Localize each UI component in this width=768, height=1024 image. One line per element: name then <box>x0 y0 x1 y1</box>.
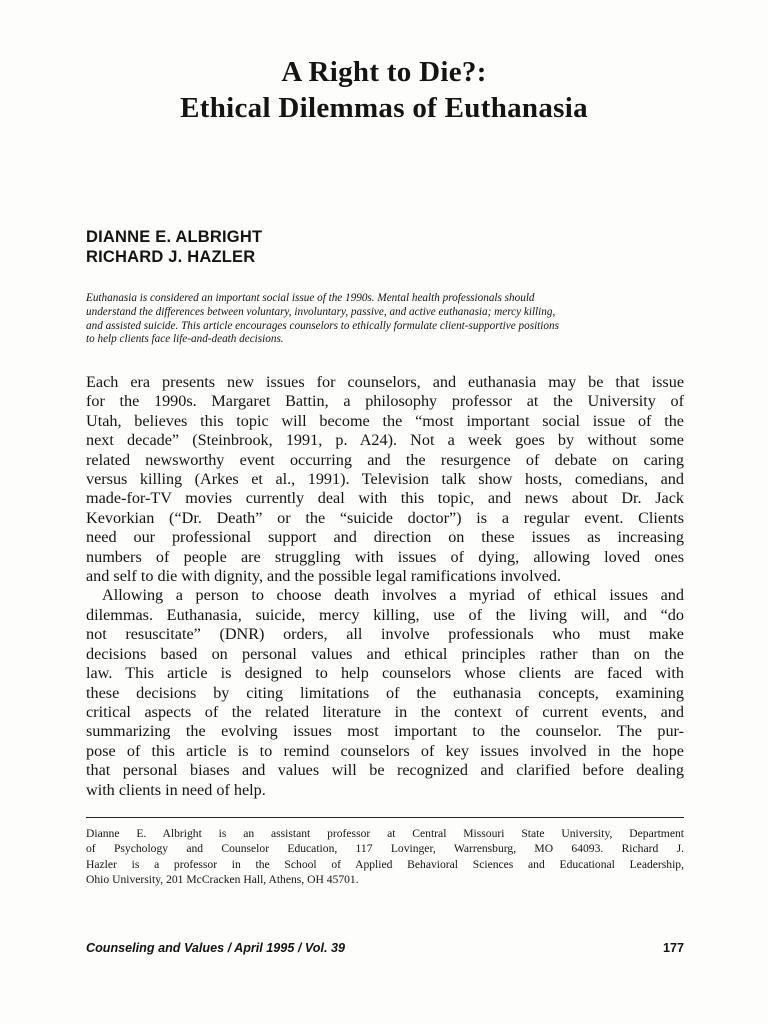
footnote-line: of Psychology and Counselor Education, 117 Lovinger, Warrensburg, MO 64093. Richard J. <box>86 842 684 856</box>
abstract-line: understand the differences between voluntary, involuntary, passive, and active euthanasia; mercy killing, <box>86 305 556 318</box>
footnote-line: Dianne E. Albright is an assistant professor at Central Missouri State University, Department <box>86 827 684 840</box>
body-line: critical aspects of the related literature in the context of current events, and <box>86 702 684 721</box>
body-line: for the 1990s. Margaret Battin, a philosophy professor at the University of <box>86 392 684 411</box>
title-line-1: A Right to Die?: <box>281 56 487 88</box>
body-line: numbers of people are struggling with issues of dying, allowing loved ones <box>86 547 684 566</box>
footnote-divider <box>86 817 684 818</box>
footnote-line: Ohio University, 201 McCracken Hall, Athens, OH 45701. <box>86 873 359 887</box>
body-line: these decisions by citing limitations of the euthanasia concepts, examining <box>86 683 684 702</box>
body-line: decisions based on personal values and ethical principles rather than on the <box>86 644 684 663</box>
body-line: made-for-TV movies currently deal with this topic, and news about Dr. Jack <box>86 489 684 508</box>
body-line: pose of this article is to remind counselors of key issues involved in the hope <box>86 741 684 760</box>
paragraph-2 <box>86 586 684 799</box>
body-line: need our professional support and direction on these issues as increasing <box>86 528 684 547</box>
author-list <box>86 227 262 267</box>
author-name: DIANNE E. ALBRIGHT <box>86 228 263 246</box>
body-line: that personal biases and values will be recognized and clarified before dealing <box>86 761 684 780</box>
body-line: with clients in need of help. <box>86 780 266 799</box>
page-number: 177 <box>662 941 684 955</box>
paragraph-1 <box>86 373 684 586</box>
body-line: Kevorkian (“Dr. Death” or the “suicide doctor”) is a regular event. Clients <box>86 508 684 527</box>
abstract-line: and assisted suicide. This article encourages counselors to ethically formulate client-supportive positions <box>86 319 559 332</box>
abstract-line: to help clients face life-and-death decisions. <box>86 333 284 346</box>
article-body <box>86 373 684 800</box>
body-line: law. This article is designed to help counselors whose clients are faced with <box>86 664 684 683</box>
body-line: Utah, believes this topic will become the “most important social issue of the <box>86 411 684 430</box>
body-line: dilemmas. Euthanasia, suicide, mercy killing, use of the living will, and “do <box>86 605 684 624</box>
journal-citation: Counseling and Values / April 1995 / Vol. 39 <box>86 941 345 955</box>
title-line-2: Ethical Dilemmas of Euthanasia <box>180 92 588 124</box>
body-line: versus killing (Arkes et al., 1991). Television talk show hosts, comedians, and <box>86 470 684 489</box>
body-line: Allowing a person to choose death involves a myriad of ethical issues and <box>102 586 684 605</box>
body-line: not resuscitate” (DNR) orders, all involve professionals who must make <box>86 625 684 644</box>
abstract <box>86 292 684 347</box>
body-line: next decade” (Steinbrook, 1991, p. A24). Not a week goes by without some <box>86 431 684 450</box>
body-line: related newsworthy event occurring and the resurgence of debate on caring <box>86 450 684 469</box>
body-line: summarizing the evolving issues most important to the counselor. The pur- <box>86 722 684 741</box>
abstract-line: Euthanasia is considered an important social issue of the 1990s. Mental health professionals should <box>86 292 535 304</box>
author-name: RICHARD J. HAZLER <box>86 248 256 266</box>
body-line: and self to die with dignity, and the possible legal ramifications involved. <box>86 567 562 586</box>
body-line: Each era presents new issues for counselors, and euthanasia may be that issue <box>86 373 684 391</box>
footnote-line: Hazler is a professor in the School of Applied Behavioral Sciences and Educational Leadership, <box>86 857 684 871</box>
article-title <box>0 54 768 126</box>
author-footnote <box>86 826 684 888</box>
